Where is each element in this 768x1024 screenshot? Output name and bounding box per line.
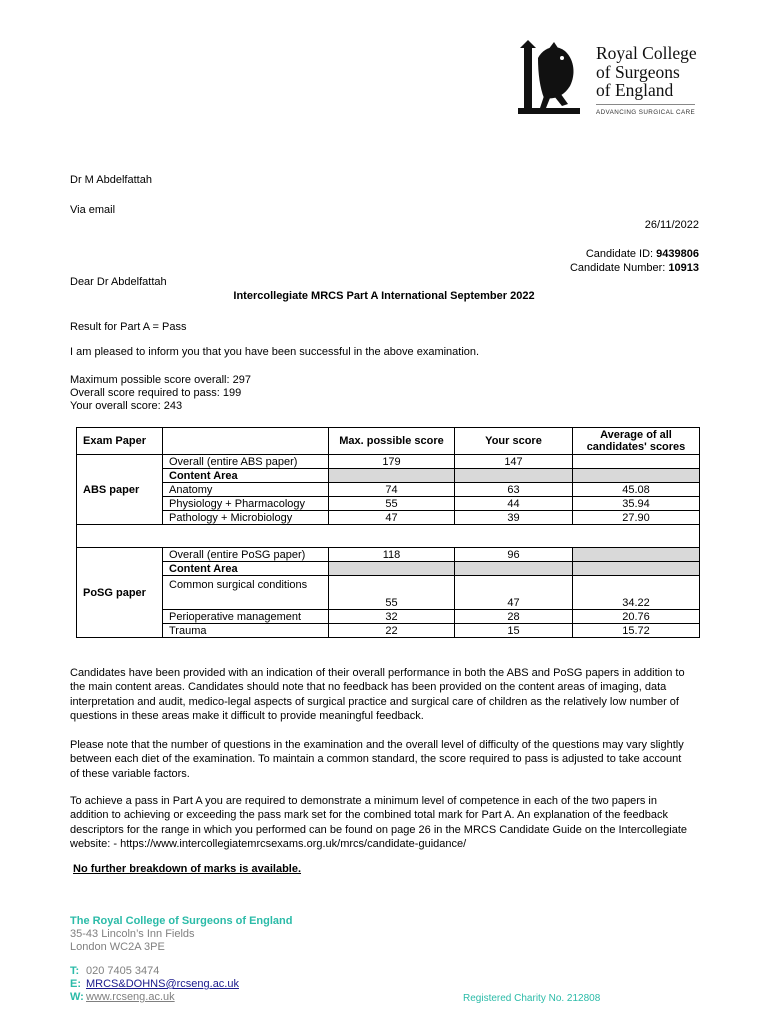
- row-avg: 45.08: [573, 483, 700, 497]
- row-score: 47: [455, 576, 573, 610]
- posg-overall-score: 96: [455, 548, 573, 562]
- row-max: 22: [329, 624, 455, 638]
- footer-phone: T: 020 7405 3474: [70, 965, 160, 977]
- row-avg: 15.72: [573, 624, 700, 638]
- header-your-score: Your score: [455, 428, 573, 455]
- logo-wordmark: Royal College of Surgeons of England: [596, 43, 697, 100]
- table-row: [77, 469, 700, 483]
- row-name: Anatomy: [163, 483, 329, 497]
- scores-table: [76, 427, 700, 638]
- pass-requirements-paragraph: To achieve a pass in Part A you are required to demonstrate a minimum level of competence in each of the two papers in addition to achieving or exceeding the pass mark set for the combined total mark for Part A. An explanation of the feedback descriptors for the range in which you performed can be found on page 26 in the MRCS Candidate Guide on the Intercollegiate website: - https://www.intercollegiatemrcsexams.org.uk/mrcs/candidate-guidance/: [70, 795, 687, 851]
- row-name: Pathology + Microbiology: [163, 511, 329, 525]
- posg-overall-name: Overall (entire PoSG paper): [163, 548, 329, 562]
- footer-address-line2: London WC2A 3PE: [70, 941, 165, 953]
- score-required: Overall score required to pass: 199: [70, 387, 242, 399]
- salutation: Dear Dr Abdelfattah: [70, 276, 167, 288]
- row-score: 15: [455, 624, 573, 638]
- header-exam-paper: Exam Paper: [77, 428, 163, 455]
- posg-paper-label: PoSG paper: [77, 548, 163, 638]
- exam-heading: Intercollegiate MRCS Part A International September 2022: [233, 290, 535, 302]
- email-link[interactable]: MRCS&DOHNS@rcseng.ac.uk: [86, 978, 239, 990]
- row-max: 55: [329, 576, 455, 610]
- variation-paragraph: Please note that the number of questions in the examination and the overall level of difficulty of the questions may vary slightly between each diet of the examination. To maintain a common standard, the score required to pass is adjusted to take account of these variable factors.: [70, 739, 684, 780]
- row-max: 47: [329, 511, 455, 525]
- footer-org-name: The Royal College of Surgeons of England: [70, 915, 293, 927]
- row-name: Common surgical conditions: [163, 576, 329, 610]
- posg-overall-max: 118: [329, 548, 455, 562]
- table-row: [77, 511, 700, 525]
- abs-overall-name: Overall (entire ABS paper): [163, 455, 329, 469]
- intro-text: I am pleased to inform you that you have been successful in the above examination.: [70, 346, 480, 358]
- row-score: 63: [455, 483, 573, 497]
- row-name: Trauma: [163, 624, 329, 638]
- table-row: [77, 624, 700, 638]
- rcs-logo: [514, 38, 708, 118]
- grey-cell: [329, 469, 455, 483]
- header-average: Average of all candidates' scores: [573, 428, 700, 455]
- posg-content-area: Content Area: [163, 562, 329, 576]
- row-avg: 35.94: [573, 497, 700, 511]
- table-row: [77, 576, 700, 610]
- grey-cell: [573, 469, 700, 483]
- row-max: 74: [329, 483, 455, 497]
- grey-cell: [455, 469, 573, 483]
- footer-address: [70, 915, 292, 954]
- row-avg: 27.90: [573, 511, 700, 525]
- abs-paper-label: ABS paper: [77, 455, 163, 525]
- charity-number: Registered Charity No. 212808: [463, 993, 601, 1004]
- row-avg: 34.22: [573, 576, 700, 610]
- header-max: Max. possible score: [329, 428, 455, 455]
- table-row: [77, 483, 700, 497]
- table-row: [77, 610, 700, 624]
- candidate-number: Candidate Number: 10913: [569, 262, 699, 274]
- row-score: 39: [455, 511, 573, 525]
- row-avg: 20.76: [573, 610, 700, 624]
- logo-tagline: ADVANCING SURGICAL CARE: [596, 104, 695, 119]
- footer-email: E: MRCS&DOHNS@rcseng.ac.uk: [70, 978, 239, 990]
- no-breakdown-note: No further breakdown of marks is available.: [73, 863, 302, 875]
- table-row: [77, 455, 700, 469]
- score-yours: Your overall score: 243: [70, 400, 183, 412]
- posg-overall-avg: [573, 548, 700, 562]
- table-spacer-row: [77, 525, 700, 548]
- table-row: [77, 548, 700, 562]
- feedback-paragraph: Candidates have been provided with an indication of their overall performance in both the ABS and PoSG papers in addition to the main content areas. Candidates should note that no feedback has been provided on the content areas of imaging, data interpretation and audit, medico-legal aspects of surgical practice and surgical care of children as the relatively low number of questions in these areas make it difficult to provide meaningful feedback.: [70, 667, 685, 723]
- result-line: Result for Part A = Pass: [70, 321, 187, 333]
- row-max: 32: [329, 610, 455, 624]
- footer-website: W: www.rcseng.ac.uk: [70, 991, 175, 1003]
- row-name: Perioperative management: [163, 610, 329, 624]
- footer-contacts: [70, 965, 239, 1004]
- row-name: Physiology + Pharmacology: [163, 497, 329, 511]
- table-header-row: [77, 428, 700, 455]
- candidate-id: Candidate ID: 9439806: [585, 248, 699, 260]
- letter-date: 26/11/2022: [644, 219, 699, 231]
- delivery-method: Via email: [70, 204, 116, 216]
- footer-address-line1: 35-43 Lincoln’s Inn Fields: [70, 928, 195, 940]
- table-row: [77, 497, 700, 511]
- grey-cell: [329, 562, 455, 576]
- abs-overall-score: 147: [455, 455, 573, 469]
- website-link[interactable]: www.rcseng.ac.uk: [86, 991, 175, 1003]
- table-row: [77, 562, 700, 576]
- score-max: Maximum possible score overall: 297: [70, 374, 251, 386]
- griffin-crest-icon: [514, 38, 586, 118]
- abs-overall-avg: [573, 455, 700, 469]
- abs-content-area: Content Area: [163, 469, 329, 483]
- row-max: 55: [329, 497, 455, 511]
- row-score: 44: [455, 497, 573, 511]
- grey-cell: [573, 562, 700, 576]
- grey-cell: [455, 562, 573, 576]
- header-blank: [163, 428, 329, 455]
- abs-overall-max: 179: [329, 455, 455, 469]
- recipient-name: Dr M Abdelfattah: [70, 174, 152, 186]
- row-score: 28: [455, 610, 573, 624]
